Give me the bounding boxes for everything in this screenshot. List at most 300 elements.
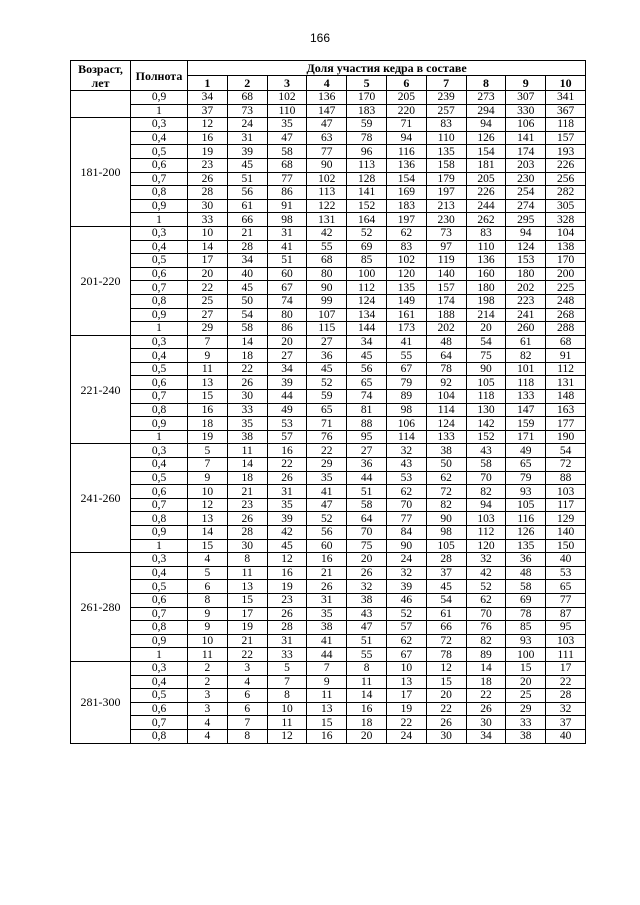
value-cell: 4 [188,553,228,567]
value-cell: 22 [426,702,466,716]
value-cell: 35 [227,417,267,431]
value-cell: 77 [386,512,426,526]
value-cell: 72 [546,458,586,472]
value-cell: 149 [386,294,426,308]
age-header: Возраст, лет [71,61,131,91]
value-cell: 43 [347,607,387,621]
value-cell: 15 [227,593,267,607]
value-cell: 80 [267,308,307,322]
value-cell: 7 [188,335,228,349]
value-cell: 67 [267,281,307,295]
value-cell: 133 [506,390,546,404]
table-row [71,485,586,499]
value-cell: 20 [188,267,228,281]
value-cell: 2 [188,675,228,689]
value-cell: 54 [426,593,466,607]
value-cell: 90 [307,281,347,295]
table-row [71,444,586,458]
value-cell: 69 [506,593,546,607]
share-column-header: 5 [347,76,387,91]
share-column-header: 6 [386,76,426,91]
value-cell: 33 [227,403,267,417]
value-cell: 274 [506,199,546,213]
value-cell: 78 [347,131,387,145]
value-cell: 10 [188,226,228,240]
value-cell: 90 [307,158,347,172]
value-cell: 11 [307,689,347,703]
table-row [71,254,586,268]
value-cell: 328 [546,213,586,227]
cedar-share-table [70,60,586,744]
value-cell: 15 [188,539,228,553]
value-cell: 47 [307,498,347,512]
density-cell: 0,5 [131,471,188,485]
value-cell: 76 [307,430,347,444]
value-cell: 98 [386,403,426,417]
value-cell: 51 [347,485,387,499]
value-cell: 141 [506,131,546,145]
density-cell: 0,6 [131,593,188,607]
value-cell: 15 [188,390,228,404]
value-cell: 31 [267,634,307,648]
value-cell: 19 [188,430,228,444]
table-row [71,335,586,349]
value-cell: 30 [466,716,506,730]
density-cell: 1 [131,213,188,227]
value-cell: 98 [426,526,466,540]
value-cell: 177 [546,417,586,431]
value-cell: 4 [188,729,228,743]
value-cell: 120 [466,539,506,553]
value-cell: 101 [506,362,546,376]
value-cell: 35 [267,118,307,132]
value-cell: 202 [506,281,546,295]
value-cell: 110 [466,240,506,254]
value-cell: 22 [188,281,228,295]
value-cell: 124 [426,417,466,431]
value-cell: 294 [466,104,506,118]
value-cell: 34 [267,362,307,376]
table-row [71,145,586,159]
value-cell: 32 [546,702,586,716]
value-cell: 262 [466,213,506,227]
value-cell: 157 [426,281,466,295]
share-column-header: 7 [426,76,466,91]
value-cell: 17 [546,661,586,675]
value-cell: 70 [386,498,426,512]
value-cell: 83 [386,240,426,254]
table-row [71,417,586,431]
value-cell: 53 [386,471,426,485]
value-cell: 27 [267,349,307,363]
value-cell: 54 [227,308,267,322]
value-cell: 135 [426,145,466,159]
header-row-top [71,61,586,76]
value-cell: 43 [466,444,506,458]
value-cell: 53 [546,566,586,580]
value-cell: 367 [546,104,586,118]
value-cell: 112 [347,281,387,295]
value-cell: 105 [426,539,466,553]
value-cell: 120 [386,267,426,281]
density-cell: 0,3 [131,226,188,240]
value-cell: 19 [386,702,426,716]
value-cell: 5 [188,566,228,580]
density-cell: 0,3 [131,661,188,675]
value-cell: 44 [307,648,347,662]
density-cell: 1 [131,648,188,662]
table-row [71,376,586,390]
density-cell: 0,5 [131,145,188,159]
density-cell: 0,8 [131,621,188,635]
value-cell: 36 [307,349,347,363]
value-cell: 68 [307,254,347,268]
table-row [71,390,586,404]
value-cell: 20 [506,675,546,689]
value-cell: 138 [546,240,586,254]
density-cell: 0,5 [131,254,188,268]
value-cell: 134 [347,308,387,322]
value-cell: 78 [426,648,466,662]
value-cell: 59 [347,118,387,132]
density-cell: 0,7 [131,607,188,621]
value-cell: 16 [188,403,228,417]
value-cell: 73 [227,104,267,118]
value-cell: 112 [546,362,586,376]
value-cell: 116 [386,145,426,159]
value-cell: 268 [546,308,586,322]
table-row [71,675,586,689]
value-cell: 24 [386,553,426,567]
table-row [71,634,586,648]
value-cell: 41 [307,634,347,648]
table-row [71,267,586,281]
value-cell: 51 [347,634,387,648]
density-cell: 0,4 [131,566,188,580]
value-cell: 69 [347,240,387,254]
value-cell: 106 [386,417,426,431]
value-cell: 38 [506,729,546,743]
value-cell: 92 [426,376,466,390]
value-cell: 21 [307,566,347,580]
value-cell: 26 [227,376,267,390]
value-cell: 85 [347,254,387,268]
value-cell: 158 [426,158,466,172]
value-cell: 42 [267,526,307,540]
value-cell: 39 [267,512,307,526]
value-cell: 87 [546,607,586,621]
value-cell: 50 [426,458,466,472]
value-cell: 153 [506,254,546,268]
table-row [71,240,586,254]
value-cell: 57 [267,430,307,444]
value-cell: 82 [426,498,466,512]
value-cell: 21 [227,226,267,240]
value-cell: 159 [506,417,546,431]
value-cell: 14 [188,240,228,254]
value-cell: 11 [227,566,267,580]
value-cell: 82 [506,349,546,363]
value-cell: 38 [426,444,466,458]
value-cell: 37 [426,566,466,580]
value-cell: 103 [546,485,586,499]
density-cell: 0,6 [131,267,188,281]
value-cell: 144 [347,322,387,336]
density-cell: 0,8 [131,186,188,200]
value-cell: 256 [546,172,586,186]
value-cell: 183 [386,199,426,213]
share-column-header: 8 [466,76,506,91]
value-cell: 20 [466,322,506,336]
table-row [71,607,586,621]
value-cell: 16 [307,553,347,567]
value-cell: 161 [386,308,426,322]
density-cell: 0,7 [131,172,188,186]
value-cell: 86 [267,322,307,336]
value-cell: 13 [188,376,228,390]
value-cell: 129 [546,512,586,526]
value-cell: 118 [546,118,586,132]
value-cell: 25 [506,689,546,703]
value-cell: 83 [426,118,466,132]
value-cell: 34 [188,91,228,105]
table-row [71,172,586,186]
value-cell: 257 [426,104,466,118]
value-cell: 105 [466,376,506,390]
share-column-header: 1 [188,76,228,91]
value-cell: 94 [386,131,426,145]
value-cell: 135 [386,281,426,295]
value-cell: 203 [506,158,546,172]
density-cell: 0,9 [131,308,188,322]
value-cell: 152 [466,430,506,444]
density-cell: 0,8 [131,729,188,743]
value-cell: 213 [426,199,466,213]
value-cell: 45 [227,158,267,172]
value-cell: 244 [466,199,506,213]
value-cell: 180 [506,267,546,281]
value-cell: 56 [227,186,267,200]
value-cell: 173 [386,322,426,336]
value-cell: 38 [307,621,347,635]
age-group-cell: 181-200 [71,118,131,227]
density-cell: 0,3 [131,335,188,349]
density-cell: 0,7 [131,716,188,730]
value-cell: 248 [546,294,586,308]
density-cell: 1 [131,539,188,553]
value-cell: 20 [347,729,387,743]
value-cell: 6 [188,580,228,594]
value-cell: 62 [386,485,426,499]
density-cell: 0,9 [131,91,188,105]
value-cell: 341 [546,91,586,105]
value-cell: 16 [267,444,307,458]
value-cell: 10 [188,485,228,499]
value-cell: 119 [426,254,466,268]
table-row [71,91,586,105]
value-cell: 94 [466,498,506,512]
value-cell: 18 [347,716,387,730]
table-row [71,308,586,322]
value-cell: 114 [386,430,426,444]
value-cell: 7 [188,458,228,472]
value-cell: 45 [267,539,307,553]
value-cell: 49 [506,444,546,458]
value-cell: 95 [546,621,586,635]
value-cell: 254 [506,186,546,200]
value-cell: 136 [466,254,506,268]
value-cell: 22 [307,444,347,458]
value-cell: 169 [386,186,426,200]
value-cell: 26 [267,471,307,485]
value-cell: 24 [386,729,426,743]
value-cell: 47 [347,621,387,635]
value-cell: 25 [188,294,228,308]
value-cell: 223 [506,294,546,308]
value-cell: 9 [307,675,347,689]
density-cell: 0,3 [131,118,188,132]
value-cell: 59 [307,390,347,404]
value-cell: 11 [188,648,228,662]
value-cell: 4 [188,716,228,730]
value-cell: 50 [227,294,267,308]
value-cell: 67 [386,362,426,376]
value-cell: 220 [386,104,426,118]
value-cell: 22 [386,716,426,730]
value-cell: 157 [546,131,586,145]
value-cell: 30 [227,390,267,404]
density-cell: 0,9 [131,417,188,431]
table-row [71,226,586,240]
value-cell: 55 [386,349,426,363]
table-row [71,281,586,295]
density-cell: 0,5 [131,689,188,703]
value-cell: 62 [466,593,506,607]
value-cell: 9 [188,621,228,635]
value-cell: 79 [506,471,546,485]
value-cell: 230 [506,172,546,186]
value-cell: 16 [267,566,307,580]
density-cell: 0,9 [131,199,188,213]
table-row [71,186,586,200]
value-cell: 7 [307,661,347,675]
value-cell: 55 [307,240,347,254]
value-cell: 170 [347,91,387,105]
value-cell: 75 [466,349,506,363]
value-cell: 198 [466,294,506,308]
value-cell: 260 [506,322,546,336]
table-row [71,403,586,417]
value-cell: 26 [188,172,228,186]
value-cell: 18 [466,675,506,689]
value-cell: 141 [347,186,387,200]
value-cell: 14 [347,689,387,703]
value-cell: 35 [307,471,347,485]
value-cell: 12 [267,729,307,743]
value-cell: 37 [546,716,586,730]
value-cell: 21 [227,634,267,648]
value-cell: 112 [466,526,506,540]
value-cell: 89 [386,390,426,404]
density-cell: 0,8 [131,294,188,308]
value-cell: 29 [506,702,546,716]
density-cell: 0,3 [131,444,188,458]
table-row [71,294,586,308]
value-cell: 43 [386,458,426,472]
value-cell: 147 [307,104,347,118]
value-cell: 100 [506,648,546,662]
value-cell: 40 [546,729,586,743]
value-cell: 23 [267,593,307,607]
value-cell: 97 [426,240,466,254]
value-cell: 77 [267,172,307,186]
value-cell: 62 [426,471,466,485]
value-cell: 10 [386,661,426,675]
value-cell: 115 [307,322,347,336]
value-cell: 31 [267,226,307,240]
value-cell: 30 [426,729,466,743]
value-cell: 56 [347,362,387,376]
value-cell: 30 [188,199,228,213]
density-cell: 0,4 [131,131,188,145]
value-cell: 2 [188,661,228,675]
value-cell: 13 [386,675,426,689]
value-cell: 26 [307,580,347,594]
value-cell: 113 [347,158,387,172]
value-cell: 26 [347,566,387,580]
value-cell: 78 [506,607,546,621]
value-cell: 142 [466,417,506,431]
value-cell: 14 [227,458,267,472]
value-cell: 62 [386,226,426,240]
value-cell: 6 [227,689,267,703]
value-cell: 29 [188,322,228,336]
value-cell: 5 [267,661,307,675]
value-cell: 38 [347,593,387,607]
value-cell: 147 [506,403,546,417]
value-cell: 133 [426,430,466,444]
value-cell: 295 [506,213,546,227]
value-cell: 91 [546,349,586,363]
density-cell: 0,6 [131,485,188,499]
value-cell: 42 [466,566,506,580]
value-cell: 62 [386,634,426,648]
value-cell: 22 [227,648,267,662]
value-cell: 4 [227,675,267,689]
value-cell: 38 [227,430,267,444]
value-cell: 10 [188,634,228,648]
value-cell: 19 [267,580,307,594]
value-cell: 44 [267,390,307,404]
value-cell: 8 [227,729,267,743]
value-cell: 77 [546,593,586,607]
value-cell: 64 [426,349,466,363]
table-row [71,716,586,730]
value-cell: 19 [227,621,267,635]
table-row [71,702,586,716]
value-cell: 37 [188,104,228,118]
value-cell: 22 [466,689,506,703]
value-cell: 27 [307,335,347,349]
value-cell: 31 [267,485,307,499]
value-cell: 104 [546,226,586,240]
value-cell: 8 [188,593,228,607]
value-cell: 52 [307,376,347,390]
table-row [71,199,586,213]
value-cell: 118 [466,390,506,404]
table-row [71,512,586,526]
value-cell: 89 [466,648,506,662]
